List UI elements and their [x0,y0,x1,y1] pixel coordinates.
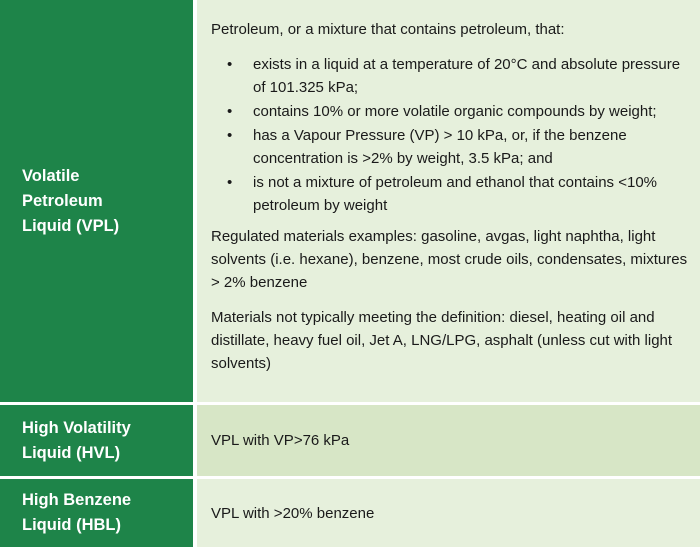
list-item [211,171,692,217]
bullet-icon: • [227,103,233,120]
criteria-list [211,53,692,217]
list-item [211,100,692,123]
term-cell-hbl [0,479,193,547]
criterion-text: is not a mixture of petroleum and ethanol that contains <10% petroleum by weight [253,174,657,214]
regulated-examples: Regulated materials examples: gasoline, avgas, light naphtha, light solvents (i.e. hexane), benzene, most crude oils, condensates, mixtures > 2% benzene [211,228,688,291]
table-row-hbl [0,479,700,547]
term-label: Volatile Petroleum Liquid (VPL) [22,166,120,235]
definition-cell-vpl [197,0,700,402]
table-row-hvl [0,405,700,476]
definition-intro: Petroleum, or a mixture that contains petroleum, that: [211,21,565,38]
excluded-materials: Materials not typically meeting the definition: diesel, heating oil and distillate, heavy fuel oil, Jet A, LNG/LPG, asphalt (unless cut with light solvents) [211,309,673,372]
bullet-icon: • [227,174,233,191]
definition-cell-hbl [197,479,700,547]
definition-cell-hvl [197,405,700,476]
criterion-text: contains 10% or more volatile organic compounds by weight; [253,103,657,120]
criterion-text: has a Vapour Pressure (VP) > 10 kPa, or, if the benzene concentration is >2% by weight, 3.5 kPa; and [253,127,627,167]
list-item [211,53,692,99]
criterion-text: exists in a liquid at a temperature of 20°C and absolute pressure of 101.325 kPa; [253,56,681,96]
bullet-icon: • [227,127,233,144]
list-item [211,124,692,170]
definition-text: VPL with VP>76 kPa [211,432,350,449]
term-cell-hvl [0,405,193,476]
definition-text: VPL with >20% benzene [211,504,375,522]
bullet-icon: • [227,56,233,73]
term-label: High Benzene Liquid (HBL) [22,491,132,534]
term-cell-vpl [0,0,193,402]
term-label: High Volatility Liquid (HVL) [22,418,131,462]
